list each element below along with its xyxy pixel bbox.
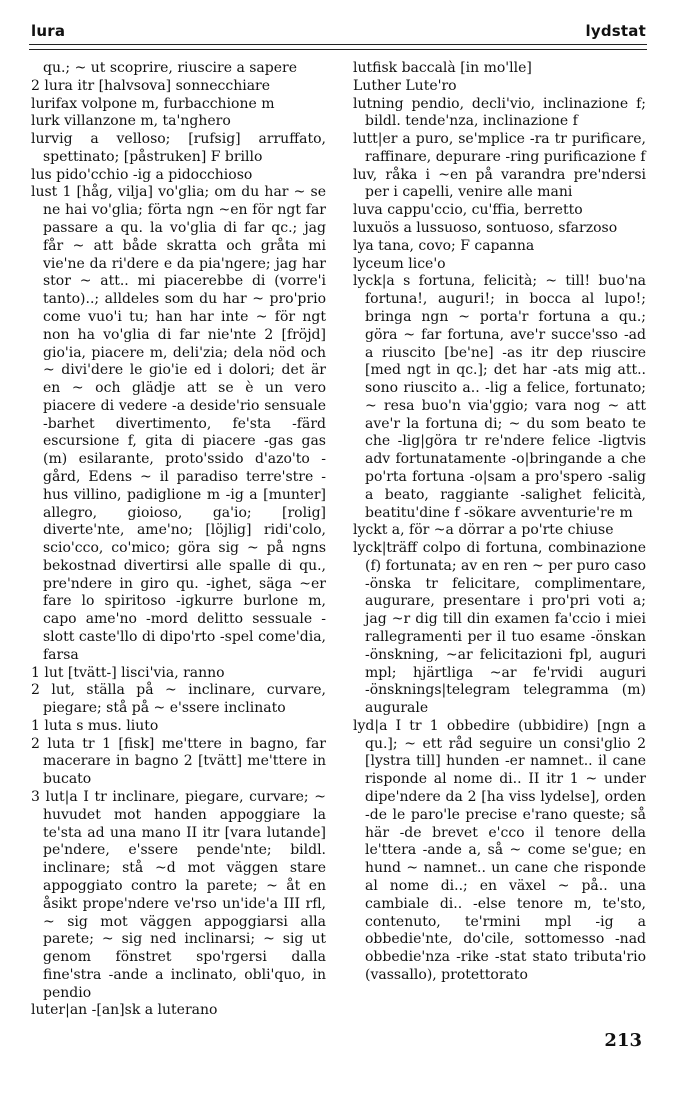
right-column — [353, 60, 646, 985]
dictionary-entry: 3 lut|a I tr inclinare, piegare, curvare; ~ huvudet mot handen appoggiare la te'sta ad una mano II itr [vara lutande] pe'ndere, e'ssere pende'nte; bildl. inclinare; stå ~d mot väggen stare appoggiato contro la parete; ~ åt en åsikt prope'ndere ve'rso un'ide'a III rfl, ~ sig mot väggen appoggiarsi alla parete; ~ sig ned inclinarsi; ~ sig ut genom fönstret spo'rgersi dalla fine'stra -ande a inclinato, obli'quo, in pendio — [31, 789, 326, 1001]
dictionary-entry: qu.; ~ ut scoprire, riuscire a sapere — [43, 60, 298, 76]
page-number: 213 — [604, 1030, 642, 1051]
dictionary-entry: 2 lut, ställa på ~ inclinare, curvare, piegare; stå på ~ e'ssere inclinato — [31, 682, 326, 717]
dictionary-entry: lyd|a I tr 1 obbedire (ubbidire) [ngn a qu.]; ~ ett råd seguire un consi'glio 2 [lystra till] hunden -er namnet.. il cane risponde al nome di.. II itr 1 ~ under dipe'ndere da 2 [ha viss lydelse], orden -de le paro'le precise e'rano queste; så här -de brevet e'cco il tenore della le'ttera -ande a, så ~ come se'gue; en hund ~ namnet.. un cane che risponde al nome di..; en växel ~ på.. una cambiale di.. -else tenore m, te'sto, contenuto, te'rmini mpl -ig a obbedie'nte, do'cile, sottomesso -nad obbedie'nza -rike -stat stato tributa'rio (vassallo), protettorato — [353, 717, 646, 983]
running-head-right: lydstat — [585, 22, 646, 40]
dictionary-entry: luv, råka i ~en på varandra pre'ndersi per i capelli, venire alle mani — [353, 166, 646, 201]
running-head-left: lura — [31, 22, 66, 40]
dictionary-entry: lyck|a s fortuna, felicità; ~ till! buo'na fortuna!, auguri!; in bocca al lupo!; bringa ngn ~ porta'r fortuna a qu.; göra ~ far fortuna, ave'r succe'sso -ad a riuscito [be'ne] -as itr dep riuscire [med ngt in qc.]; det har -ats mig att.. sono riuscito a.. -lig a felice, fortunato; ~ resa buo'n via'ggio; vara nog ~ att ave'r la fortuna di; ~ du som beato te che -lig|göra tr re'ndere felice -ligtvis adv fortunatamente -o|bringande a che po'rta fortuna -o|sam a pro'spero -salig a beato, raggiante -salighet felicità, beatitu'dine f -sökare avventurie're m — [353, 273, 646, 521]
dictionary-entry: lus pido'cchio -ig a pidocchioso — [31, 166, 253, 183]
dictionary-entry: lutning pendio, decli'vio, inclinazione f; bildl. tende'nza, inclinazione f — [353, 95, 646, 130]
dictionary-entry: luxuös a lussuoso, sontuoso, sfarzoso — [353, 220, 618, 237]
dictionary-entry: lutfisk baccalà [in mo'lle] — [353, 60, 532, 76]
dictionary-entry: lurk villanzone m, ta'nghero — [31, 113, 231, 130]
dictionary-entry: luter|an -[an]sk a luterano — [31, 1002, 218, 1019]
header-rule-bottom — [29, 49, 647, 50]
dictionary-entry: 1 lut [tvätt-] lisci'via, ranno — [31, 664, 225, 681]
dictionary-entry: lurifax volpone m, furbacchione m — [31, 95, 275, 112]
dictionary-entry: lurvig a velloso; [rufsig] arruffato, spettinato; [påstruken] F brillo — [31, 131, 326, 165]
dictionary-entry: lyceum lice'o — [353, 255, 446, 272]
header-rule-top — [29, 44, 647, 45]
dictionary-entry: lutt|er a puro, se'mplice -ra tr purificare, raffinare, depurare -ring purificazione f — [353, 131, 646, 165]
dictionary-entry: lyck|träff colpo di fortuna, combinazione (f) fortunata; av en ren ~ per puro caso -önska tr felicitare, complimentare, augurare, presentare i pro'pri voti a; jag ~r dig till din examen fa'ccio i miei rallegramenti per il tuo esame -önskan -önskning, ~ar felicitazioni fpl, auguri mpl; hjärtliga ~ar fe'rvidi auguri -önsknings|telegram telegramma (m) augurale — [353, 540, 646, 717]
dictionary-entry: lya tana, covo; F capanna — [353, 237, 535, 254]
dictionary-entry: lust 1 [håg, vilja] vo'glia; om du har ~ se ne hai vo'glia; förta ngn ~en för ngt far passare a qu. la vo'glia di far qc.; jag får ~ att både skratta och gråta mi vie'ne da ri'dere e da pia'ngere; jag har stor ~ att.. mi piacerebbe di (vorre'i tanto)..; alldeles som du har ~ pro'prio come vuo'i tu; han har inte ~ för ngt non ha vo'glia di far nie'nte 2 [fröjd] gio'ia, piacere m, deli'zia; dela nöd och ~ divi'dere le gio'ie ed i dolori; det är en ~ och glädje att se è un vero piacere di vedere -a deside'rio sensuale -barhet divertimento, fe'sta -färd escursione f, gita di piacere -gas gas (m) esilarante, proto'ssido d'azo'to -gård, Edens ~ il paradiso terre'stre -hus villino, padiglione m -ig a [munter] allegro, gioioso, ga'io; [rolig] diverte'nte, ame'no; [löjlig] ridi'colo, scio'cco, co'mico; göra sig ~ på ngns bekostnad divertirsi alle spalle di qu., pre'ndere in giro qu. -ighet, säga ~er fare lo spiritoso -igkurre burlone m, capo ame'no -mord delitto sessuale -slott caste'llo di dipo'rto -spel come'dia, farsa — [31, 184, 326, 663]
dictionary-entry: 1 luta s mus. liuto — [31, 717, 159, 734]
dictionary-entry: luva cappu'ccio, cu'ffia, berretto — [353, 202, 583, 219]
dictionary-entry: lyckt a, för ~a dörrar a po'rte chiuse — [353, 522, 614, 539]
dictionary-entry: 2 luta tr 1 [fisk] me'ttere in bagno, far macerare in bagno 2 [tvätt] me'ttere in bucato — [31, 735, 326, 788]
left-column — [31, 60, 326, 1020]
dictionary-entry: Luther Lute'ro — [353, 77, 457, 94]
dictionary-entry: 2 lura itr [halvsova] sonnecchiare — [31, 77, 271, 94]
